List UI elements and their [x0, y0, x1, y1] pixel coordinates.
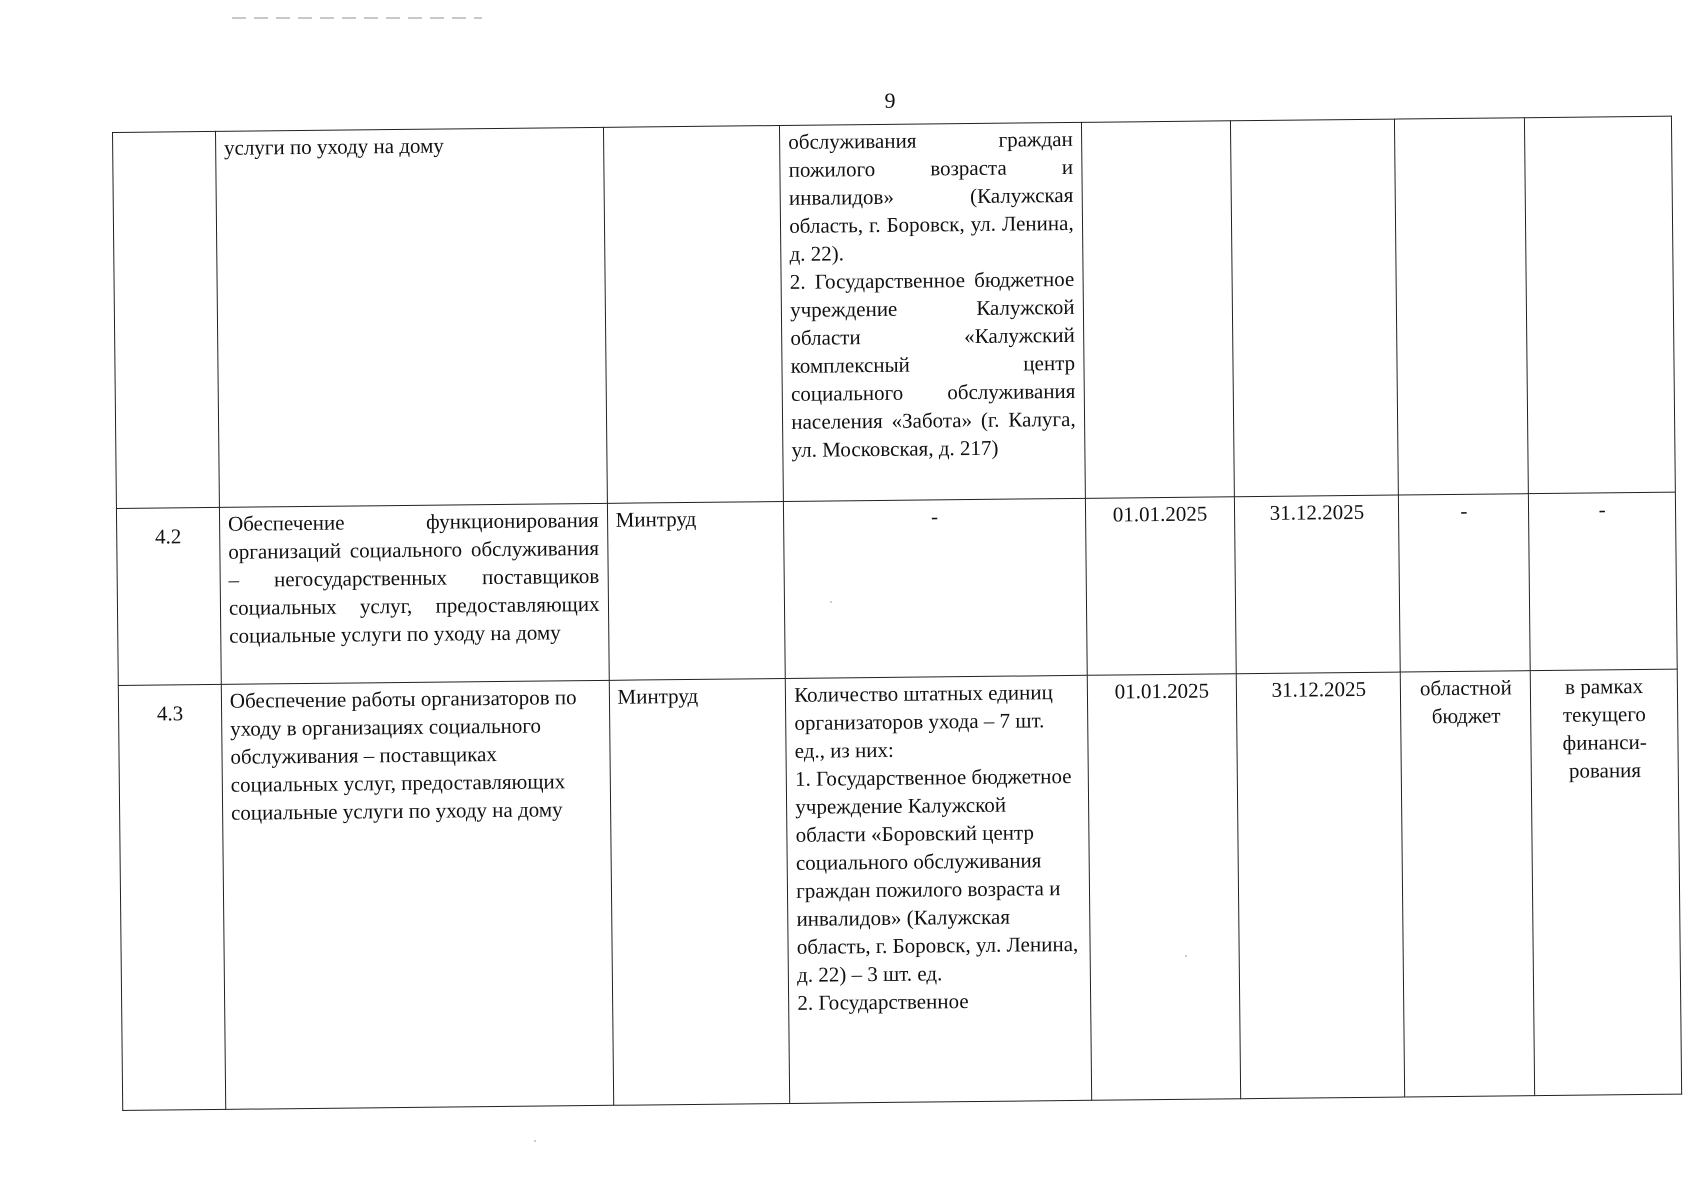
cell-number: 4.3 — [118, 684, 225, 1110]
indicator-line: 2. Государственное — [797, 989, 969, 1015]
scan-speck — [534, 1140, 536, 1142]
measure-text: услуги по уходу на дому — [223, 133, 444, 160]
cell-indicator — [784, 498, 1087, 678]
indicator-line: Количество штатных единиц организаторов ухода – 7 шт. ед., из них: — [794, 680, 1053, 763]
cell-indicator — [785, 675, 1091, 1103]
scan-artifact — [232, 17, 482, 19]
cell-start-date — [1081, 121, 1235, 499]
cell-end-date: 31.12.2025 — [1237, 672, 1406, 1099]
cell-number: 4.2 — [116, 507, 221, 685]
cell-funding-source: областной бюджет — [1401, 671, 1535, 1097]
cell-number — [113, 131, 220, 508]
cell-executor — [603, 126, 784, 504]
cell-funding-amount: в рамках текущего финанси-рования — [1531, 669, 1682, 1096]
table-row — [118, 669, 1681, 1110]
cell-measure-name: Обеспечение функционирования организаций социального обслуживания – негосударственных поставщиков социальных услуг, предоставляющих социальные услуги по уходу на дому — [219, 503, 608, 684]
scan-speck — [830, 601, 832, 603]
cell-measure-name: Обеспечение работы организаторов по уходу в организациях социального обслуживания – поставщиках социальных услуг, предоставляющих социальные услуги по уходу на дому — [221, 680, 613, 1109]
table-row — [113, 116, 1676, 508]
indicator-line: 1. Государственное бюджетное учреждение Калужской области «Боровский центр социального обслуживания граждан пожилого возраста и инвалидов» (Калужская область, г. Боровск, ул. Ленина, д. 22) – 3 шт. ед. — [794, 763, 1079, 987]
document-sheet — [112, 116, 1682, 1122]
cell-funding-source: - — [1399, 494, 1531, 672]
cell-end-date — [1231, 119, 1399, 497]
indicator-line: - — [930, 504, 939, 529]
cell-executor: Минтруд — [607, 501, 786, 680]
indicator-line: 2. Государственное бюджетное учреждение Калужской области «Калужский комплексный центр социального обслуживания населения «Забота» (г. Калуга, ул. Московская, д. 217) — [789, 266, 1076, 462]
measures-table — [112, 116, 1682, 1111]
cell-start-date: 01.01.2025 — [1085, 497, 1237, 676]
page-number: 9 — [884, 88, 896, 113]
scan-speck — [1185, 955, 1187, 957]
cell-funding-amount — [1525, 116, 1676, 494]
cell-end-date: 31.12.2025 — [1235, 495, 1401, 674]
cell-funding-source — [1395, 118, 1529, 495]
table-row — [116, 492, 1677, 685]
cell-measure-name — [215, 127, 607, 507]
indicator-line: обслуживания граждан пожилого возраста и инвалидов» (Калужская область, г. Боровск, ул. Ленина, д. 22). — [788, 126, 1074, 266]
cell-indicator — [780, 122, 1085, 501]
cell-funding-amount: - — [1529, 492, 1677, 671]
cell-start-date: 01.01.2025 — [1087, 674, 1241, 1101]
cell-executor: Минтруд — [609, 678, 790, 1105]
